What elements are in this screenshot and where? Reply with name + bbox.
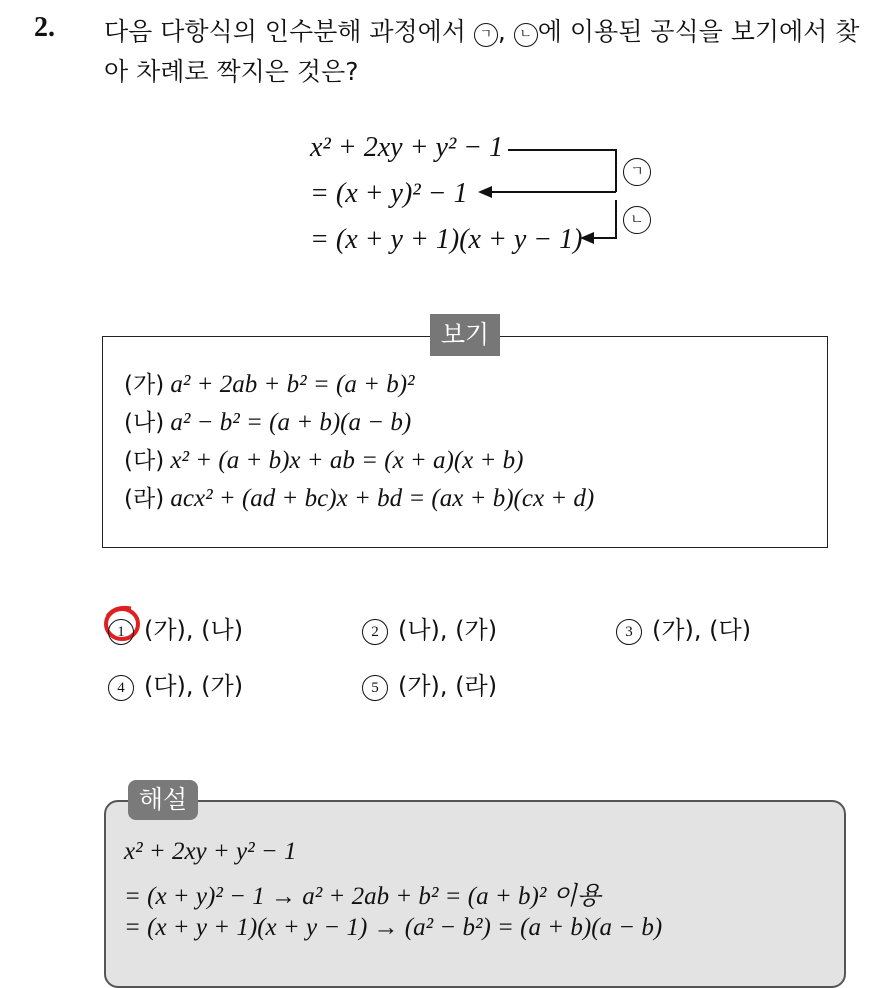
marker-nieun-icon: ㄴ bbox=[514, 23, 538, 47]
choice-1[interactable] bbox=[108, 610, 243, 645]
derivation-block bbox=[310, 130, 670, 270]
choice-4[interactable] bbox=[108, 666, 243, 701]
marker-giyeok-icon: ㄱ bbox=[474, 23, 498, 47]
question-text bbox=[104, 12, 864, 92]
bogi-formula: a² + 2ab + b² = (a + b)² bbox=[170, 371, 415, 398]
choice-text: (가), (라) bbox=[398, 672, 498, 700]
step-nieun-icon: ㄴ bbox=[623, 206, 651, 234]
bogi-label: (라) bbox=[124, 486, 165, 512]
step-giyeok-icon: ㄱ bbox=[623, 158, 651, 186]
bogi-item-ga bbox=[124, 366, 415, 399]
choice-5[interactable] bbox=[362, 666, 497, 701]
choice-number: 4 bbox=[108, 675, 134, 701]
choice-number: 1 bbox=[108, 619, 134, 645]
question-number: 2. bbox=[34, 12, 55, 43]
bogi-title: 보기 bbox=[430, 314, 500, 356]
explanation-line-1: x² + 2xy + y² − 1 bbox=[124, 838, 297, 865]
explanation-line-3: = (x + y + 1)(x + y − 1) → (a² − b²) = (a + b)(a − b) bbox=[124, 914, 663, 941]
bogi-item-da bbox=[124, 442, 523, 475]
choice-text: (나), (가) bbox=[398, 616, 498, 644]
explanation-line-2: = (x + y)² − 1 → a² + 2ab + b² = (a + b)² 이용 bbox=[124, 883, 601, 910]
choice-number: 3 bbox=[616, 619, 642, 645]
question-text-a: 다음 다항식의 인수분해 과정에서 bbox=[104, 17, 474, 46]
bogi-label: (다) bbox=[124, 448, 165, 474]
choice-number: 2 bbox=[362, 619, 388, 645]
question-text-c: 에 이용된 공식을 보기에서 찾아 차례로 짝지은 것은? bbox=[104, 17, 860, 86]
choice-text: (가), (다) bbox=[652, 616, 752, 644]
question-text-b: , bbox=[497, 17, 514, 46]
choice-text: (가), (나) bbox=[144, 616, 244, 644]
choice-text: (다), (가) bbox=[144, 672, 244, 700]
derivation-line-1: x² + 2xy + y² − 1 bbox=[310, 132, 504, 163]
derivation-line-2: = (x + y)² − 1 bbox=[310, 178, 468, 209]
bogi-item-ra bbox=[124, 480, 594, 513]
choice-3[interactable] bbox=[616, 610, 751, 645]
bogi-formula: x² + (a + b)x + ab = (x + a)(x + b) bbox=[170, 447, 524, 474]
choice-number: 5 bbox=[362, 675, 388, 701]
bogi-label: (나) bbox=[124, 410, 165, 436]
bogi-formula: acx² + (ad + bc)x + bd = (ax + b)(cx + d) bbox=[170, 485, 595, 512]
explanation-title: 해설 bbox=[128, 780, 198, 820]
choice-2[interactable] bbox=[362, 610, 497, 645]
bogi-item-na bbox=[124, 404, 411, 437]
derivation-line-3: = (x + y + 1)(x + y − 1) bbox=[310, 224, 583, 255]
bogi-formula: a² − b² = (a + b)(a − b) bbox=[170, 409, 412, 436]
bogi-label: (가) bbox=[124, 372, 165, 398]
